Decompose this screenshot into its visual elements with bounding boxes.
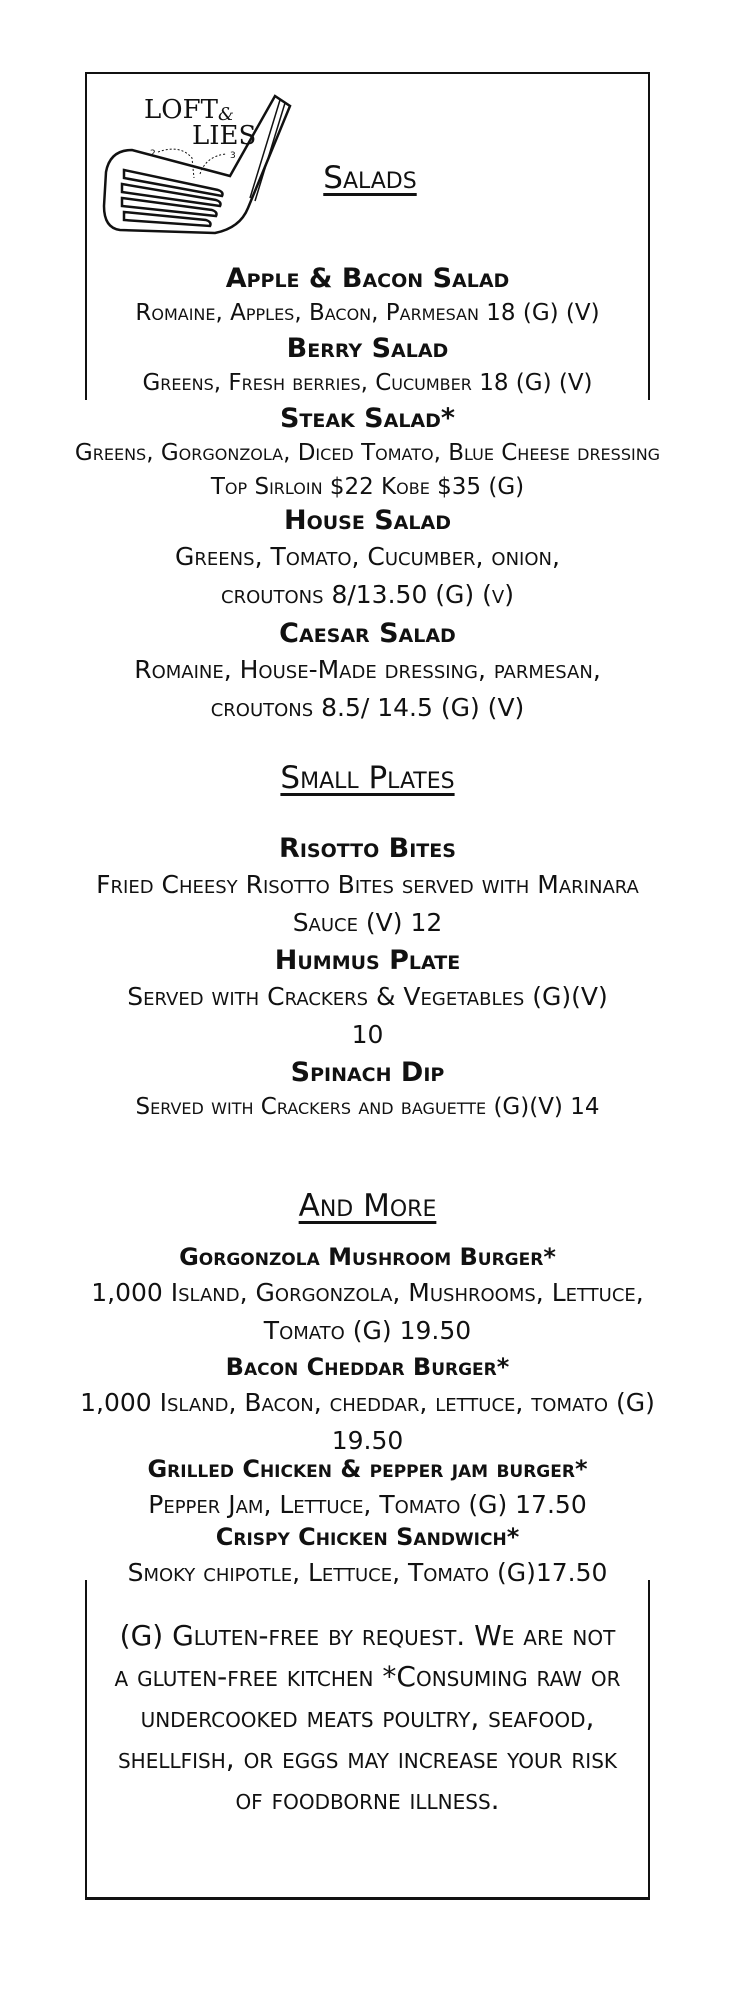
logo-word-lies: LIES xyxy=(192,121,257,151)
menu-item-steak-salad xyxy=(60,402,675,504)
frame-bottom-left xyxy=(85,1580,87,1899)
item-name: House Salad xyxy=(284,505,451,536)
logo-ampersand: & xyxy=(218,104,235,125)
item-name: Spinach Dip xyxy=(290,1057,445,1088)
menu-item-grilled-chicken-burger xyxy=(60,1452,675,1524)
menu-item-house-salad xyxy=(140,504,595,614)
item-name: Gorgonzola Mushroom Burger* xyxy=(179,1243,556,1271)
logo-mark-2: 2 xyxy=(150,149,156,159)
item-desc: Greens, Fresh berries, Cucumber 18 (G) (V) xyxy=(142,370,593,396)
item-desc: Fried Cheesy Risotto Bites served with Marinara Sauce (V) 12 xyxy=(96,870,639,937)
menu-item-caesar-salad xyxy=(90,617,645,727)
item-desc: Served with Crackers & Vegetables (G)(V) 10 xyxy=(127,982,608,1049)
item-name: Bacon Cheddar Burger* xyxy=(225,1353,510,1381)
logo-word-loft: LOFT xyxy=(144,95,218,125)
frame-bottom-right xyxy=(648,1580,650,1899)
menu-item-hummus-plate xyxy=(110,944,625,1054)
salads-title: Salads xyxy=(323,160,417,196)
gluten-free-disclaimer: (G) Gluten-free by request. We are not a gluten-free kitchen *Consuming raw or undercooked meats poultry, seafood, shellfish, or eggs may increase your risk of foodborne illness. xyxy=(114,1619,621,1816)
item-name: Risotto Bites xyxy=(279,833,456,864)
item-name: Apple & Bacon Salad xyxy=(225,263,510,294)
small-plates-title: Small Plates xyxy=(280,760,455,796)
item-desc: Pepper Jam, Lettuce, Tomato (G) 17.50 xyxy=(148,1490,587,1519)
item-desc: Smoky chipotle, Lettuce, Tomato (G)17.50 xyxy=(127,1558,608,1587)
and-more-title: And More xyxy=(298,1188,437,1224)
item-name: Hummus Plate xyxy=(274,945,461,976)
item-desc: Served with Crackers and baguette (G)(V) 14 xyxy=(135,1094,600,1120)
item-desc: 1,000 Island, Bacon, cheddar, lettuce, tomato (G) 19.50 xyxy=(80,1388,655,1455)
item-name: Caesar Salad xyxy=(279,618,456,649)
item-desc: 1,000 Island, Gorgonzola, Mushrooms, Lettuce, Tomato (G) 19.50 xyxy=(91,1278,644,1345)
menu-item-spinach-dip xyxy=(60,1056,675,1124)
item-name: Grilled Chicken & pepper jam burger* xyxy=(147,1455,588,1483)
item-desc: Romaine, House-Made dressing, parmesan, croutons 8.5/ 14.5 (G) (V) xyxy=(134,655,601,722)
menu-item-berry-salad xyxy=(60,332,675,400)
item-name: Berry Salad xyxy=(286,333,449,364)
item-name: Steak Salad* xyxy=(279,403,456,434)
menu-item-crispy-chicken-sandwich xyxy=(60,1520,675,1592)
menu-item-gorgonzola-mushroom-burger xyxy=(55,1240,680,1350)
frame-bottom-border xyxy=(85,1897,650,1899)
item-desc: Greens, Tomato, Cucumber, onion, croutons 8/13.50 (G) (v) xyxy=(175,542,560,609)
item-desc: Greens, Gorgonzola, Diced Tomato, Blue Cheese dressing Top Sirloin $22 Kobe $35 (G) xyxy=(74,440,661,500)
item-desc: Romaine, Apples, Bacon, Parmesan 18 (G) (V) xyxy=(135,300,600,326)
menu-item-bacon-cheddar-burger xyxy=(55,1350,680,1460)
frame-below-cover xyxy=(80,1900,660,2000)
menu-item-risotto-bites xyxy=(90,832,645,942)
logo-mark-3: 3 xyxy=(230,151,236,161)
menu-item-apple-bacon-salad xyxy=(60,262,675,330)
item-name: Crispy Chicken Sandwich* xyxy=(215,1523,520,1551)
